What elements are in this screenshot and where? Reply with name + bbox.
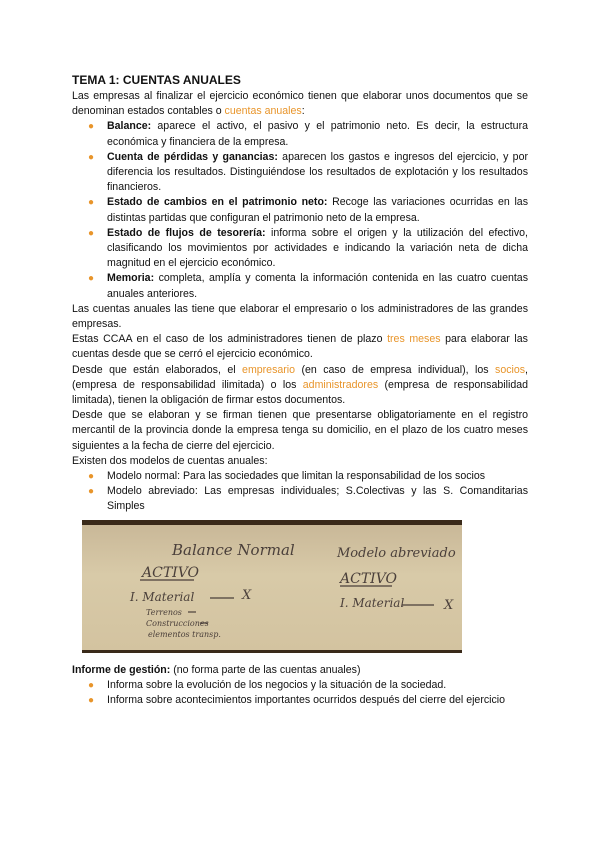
- list-item: ● Memoria: completa, amplía y comenta la información contenida en las cuatro cuentas anuales anteriores.: [88, 272, 528, 300]
- informe-list: [72, 678, 528, 708]
- board-right-sub: ACTIVO: [340, 570, 398, 587]
- paragraph-plazo: Estas CCAA en el caso de los administradores tienen de plazo tres meses para elaborar las cuentas desde que se cerró el ejercicio económico.: [72, 333, 528, 361]
- whiteboard-photo: [82, 520, 462, 653]
- bullet-icon: ●: [88, 486, 95, 498]
- board-mark-right: X: [444, 597, 454, 613]
- bullet-icon: ●: [88, 121, 95, 133]
- highlight-administradores: administradores: [302, 378, 379, 391]
- highlight-tres-meses: tres meses: [387, 333, 441, 346]
- board-left-title: Balance Normal: [172, 540, 295, 559]
- whiteboard-drawing: [82, 525, 462, 642]
- page-title: TEMA 1: CUENTAS ANUALES: [72, 73, 241, 87]
- board-right-item: I. Material: [340, 595, 405, 610]
- paragraph-registro: Desde que se elaboran y se firman tienen que presentarse obligatoriamente en el registro mercantil de la provincia donde la empresa tenga su domicilio, en el plazo de los cuatro meses siguientes a la fecha de cierre del ejercicio.: [72, 409, 528, 452]
- list-item: ● Informa sobre la evolución de los negocios y la situación de la sociedad.: [72, 678, 528, 693]
- bullet-icon: ●: [88, 151, 95, 163]
- bullet-icon: ●: [88, 197, 95, 209]
- paragraph-modelos: Existen dos modelos de cuentas anuales:: [72, 454, 268, 467]
- highlight-empresario: empresario: [242, 363, 296, 376]
- list-item: ● Modelo normal: Para las sociedades que limitan la responsabilidad de los socios: [72, 469, 528, 484]
- paragraph-firma: Desde que están elaborados, el empresario (en caso de empresa individual), los socios, (empresa de responsabilidad ilimitada) o los administradores (empresa de responsabilidad limitada), tienen la obligación de firmar estos documentos.: [72, 363, 528, 407]
- intro-paragraph: Las empresas al finalizar el ejercicio económico tienen que elaborar unos documentos que se denominan estados contables o cuentas anuales:: [72, 90, 528, 118]
- paragraph-informe: Informe de gestión: (no forma parte de las cuentas anuales): [72, 663, 361, 676]
- list-item: ● Balance: aparece el activo, el pasivo y el patrimonio neto. Es decir, la estructura económica y financiera de la empresa.: [88, 120, 528, 148]
- bullet-icon: ●: [88, 273, 95, 285]
- board-right-title: Modelo abreviado: [337, 545, 456, 561]
- modelos-list: [72, 469, 528, 515]
- bullet-icon: ●: [88, 695, 95, 707]
- list-item: ● Informa sobre acontecimientos importantes ocurridos después del cierre del ejercicio: [72, 693, 528, 708]
- board-note: Construcciones: [146, 618, 209, 628]
- list-item: ● Cuenta de pérdidas y ganancias: aparecen los gastos e ingresos del ejercicio, y por diferencia los resultados. Distinguiéndose los resultados de explotación y los resultados financieros.: [88, 150, 528, 194]
- list-item: ● Estado de cambios en el patrimonio neto: Recoge las variaciones ocurridas en las distintas partidas que configuran el patrimonio neto de la empresa.: [88, 196, 528, 224]
- board-left-item: I. Material: [130, 589, 195, 604]
- list-item: ● Modelo abreviado: Las empresas individuales; S.Colectivas y las S. Comanditarias Simples: [88, 485, 528, 513]
- highlight-socios: socios: [495, 363, 526, 376]
- board-left-sub: ACTIVO: [142, 564, 200, 581]
- bullet-icon: ●: [88, 227, 95, 239]
- bullet-icon: ●: [88, 471, 95, 483]
- list-item: ● Estado de flujos de tesorería: informa sobre el origen y la utilización del efectivo, clasificando los movimientos por actividades e indicando la variación neta de dicha magnitud en el ejercicio económico.: [88, 226, 528, 270]
- bullet-icon: ●: [88, 679, 95, 691]
- cuentas-list: [72, 119, 528, 301]
- highlight-cuentas-anuales: cuentas anuales: [224, 105, 302, 118]
- board-note: elementos transp.: [148, 629, 221, 639]
- paragraph-elaboracion: Las cuentas anuales las tiene que elaborar el empresario o los administradores de las grandes empresas.: [72, 302, 528, 331]
- board-note: Terrenos: [146, 607, 182, 617]
- board-mark-left: X: [242, 587, 252, 603]
